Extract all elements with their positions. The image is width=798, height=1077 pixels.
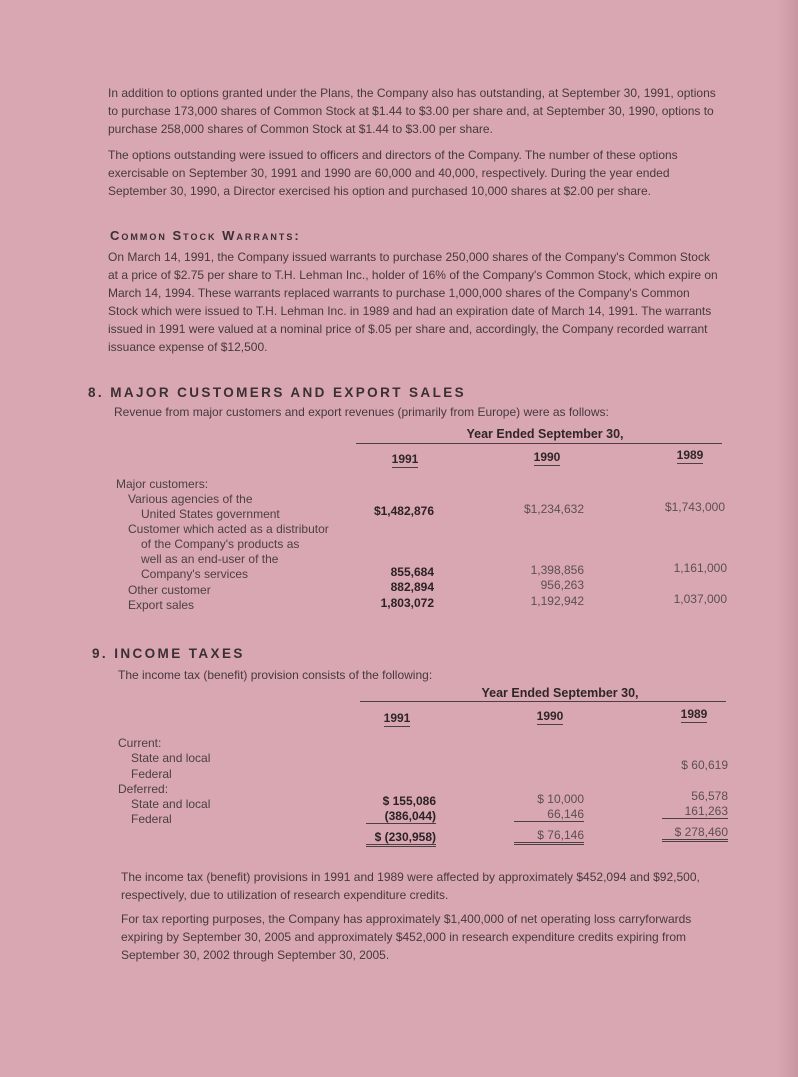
s9-deferred-federal-1991: (386,044) bbox=[366, 809, 436, 824]
s9-deferred-federal-1989: 161,263 bbox=[662, 804, 728, 819]
s8-other-1990: 956,263 bbox=[540, 578, 584, 592]
s8-various-1989: $1,743,000 bbox=[664, 500, 725, 514]
section-8-intro: Revenue from major customers and export revenues (primarily from Europe) were as follows: bbox=[114, 405, 609, 419]
s9-label-deferred: Deferred: bbox=[118, 782, 169, 796]
s8-various-1991: $1,482,876 bbox=[373, 504, 434, 518]
s9-label-current: Current: bbox=[118, 736, 162, 750]
s9-label-deferred-state: State and local bbox=[131, 797, 211, 811]
s9-deferred-state-1989: 56,578 bbox=[691, 789, 728, 803]
section-8-caption-rule bbox=[356, 443, 722, 444]
tax-credits-paragraph: The income tax (benefit) provisions in 1991 and 1989 were affected by approximately $452,094 and $92,500, respectively, due to utilization of research expenditure credits. bbox=[121, 870, 700, 902]
s9-year-1989: 1989 bbox=[680, 707, 708, 721]
s8-distributor-1990: 1,398,856 bbox=[530, 563, 584, 577]
s8-label-various-1: Various agencies of the bbox=[128, 492, 253, 506]
section-9-caption: Year Ended September 30, bbox=[481, 686, 639, 700]
s9-total-1991: $ (230,958) bbox=[366, 830, 436, 847]
s8-label-distributor-3: well as an end-user of the bbox=[141, 552, 279, 566]
s8-label-distributor-4: Company's services bbox=[141, 567, 248, 581]
s8-year-1990: 1990 bbox=[533, 450, 561, 464]
s9-current-federal-1989: $ 60,619 bbox=[681, 758, 728, 772]
s9-deferred-state-1991: $ 155,086 bbox=[382, 794, 436, 808]
s8-year-1989: 1989 bbox=[676, 448, 704, 462]
s8-year-1991: 1991 bbox=[391, 452, 419, 466]
s9-label-current-state: State and local bbox=[131, 751, 211, 765]
s9-year-1991: 1991 bbox=[383, 711, 411, 725]
s8-export-1990: 1,192,942 bbox=[530, 594, 584, 608]
s8-label-distributor-1: Customer which acted as a distributor bbox=[128, 522, 329, 536]
page-edge-shadow bbox=[776, 0, 798, 1077]
s8-various-1990: $1,234,632 bbox=[523, 502, 584, 516]
warrants-paragraph: On March 14, 1991, the Company issued warrants to purchase 250,000 shares of the Company's Common Stock at a price of $2.75 per share to T.H. Lehman Inc., holder of 16% of the Company's Common Stock, which expire on March 14, 1994. These warrants replaced warrants to purchase 1,000,000 shares of the Company's Common Stock which were issued to T.H. Lehman Inc. in 1989 and had an expiration date of March 14, 1991. The warrants issued in 1991 were valued at a nominal price of $.05 per share and, accordingly, the Company recorded warrant issuance expense of $12,500. bbox=[108, 250, 718, 354]
section-9-heading: 9. INCOME TAXES bbox=[92, 646, 245, 661]
s8-label-various-2: United States government bbox=[141, 507, 280, 521]
section-8-heading: 8. MAJOR CUSTOMERS AND EXPORT SALES bbox=[88, 385, 467, 400]
s9-year-1990: 1990 bbox=[536, 709, 564, 723]
s8-export-1991: 1,803,072 bbox=[380, 596, 434, 610]
s8-export-1989: 1,037,000 bbox=[673, 592, 727, 606]
s8-distributor-1989: 1,161,000 bbox=[673, 561, 727, 575]
section-8-caption: Year Ended September 30, bbox=[466, 427, 624, 441]
options-paragraph: In addition to options granted under the Plans, the Company also has outstanding, at September 30, 1991, options to purchase 173,000 shares of Common Stock at $1.44 to $3.00 per share and, at September 30, 1990, options to purchase 258,000 shares of Common Stock at $1.44 to $3.00 per share. bbox=[108, 86, 716, 136]
s9-deferred-federal-1990: 66,146 bbox=[514, 807, 584, 822]
options-outstanding-paragraph: The options outstanding were issued to officers and directors of the Company. The number of these options exercisable on September 30, 1991 and 1990 are 60,000 and 40,000, respectively. During the year ended September 30, 1990, a Director exercised his option and purchased 10,000 shares at $2.00 per share. bbox=[108, 148, 678, 198]
s8-label-distributor-2: of the Company's products as bbox=[141, 537, 300, 551]
s9-label-deferred-federal: Federal bbox=[131, 812, 172, 826]
s8-label-other-customer: Other customer bbox=[128, 583, 211, 597]
s8-label-export-sales: Export sales bbox=[128, 598, 195, 612]
s9-total-1990: $ 76,146 bbox=[514, 828, 584, 845]
nol-carryforwards-paragraph: For tax reporting purposes, the Company has approximately $1,400,000 of net operating loss carryforwards expiring by September 30, 2005 and approximately $452,000 in research expenditure credits expiring from September 30, 2002 through September 30, 2005. bbox=[121, 912, 692, 962]
s9-label-current-federal: Federal bbox=[131, 767, 172, 781]
common-stock-warrants-heading: Common Stock Warrants: bbox=[110, 228, 301, 243]
s8-distributor-1991: 855,684 bbox=[390, 565, 434, 579]
s9-total-1989: $ 278,460 bbox=[662, 825, 728, 842]
s8-other-1991: 882,894 bbox=[390, 580, 434, 594]
section-9-intro: The income tax (benefit) provision consists of the following: bbox=[118, 668, 433, 682]
s8-label-major-customers: Major customers: bbox=[116, 477, 209, 491]
section-9-caption-rule bbox=[360, 701, 726, 702]
s9-deferred-state-1990: $ 10,000 bbox=[537, 792, 584, 806]
